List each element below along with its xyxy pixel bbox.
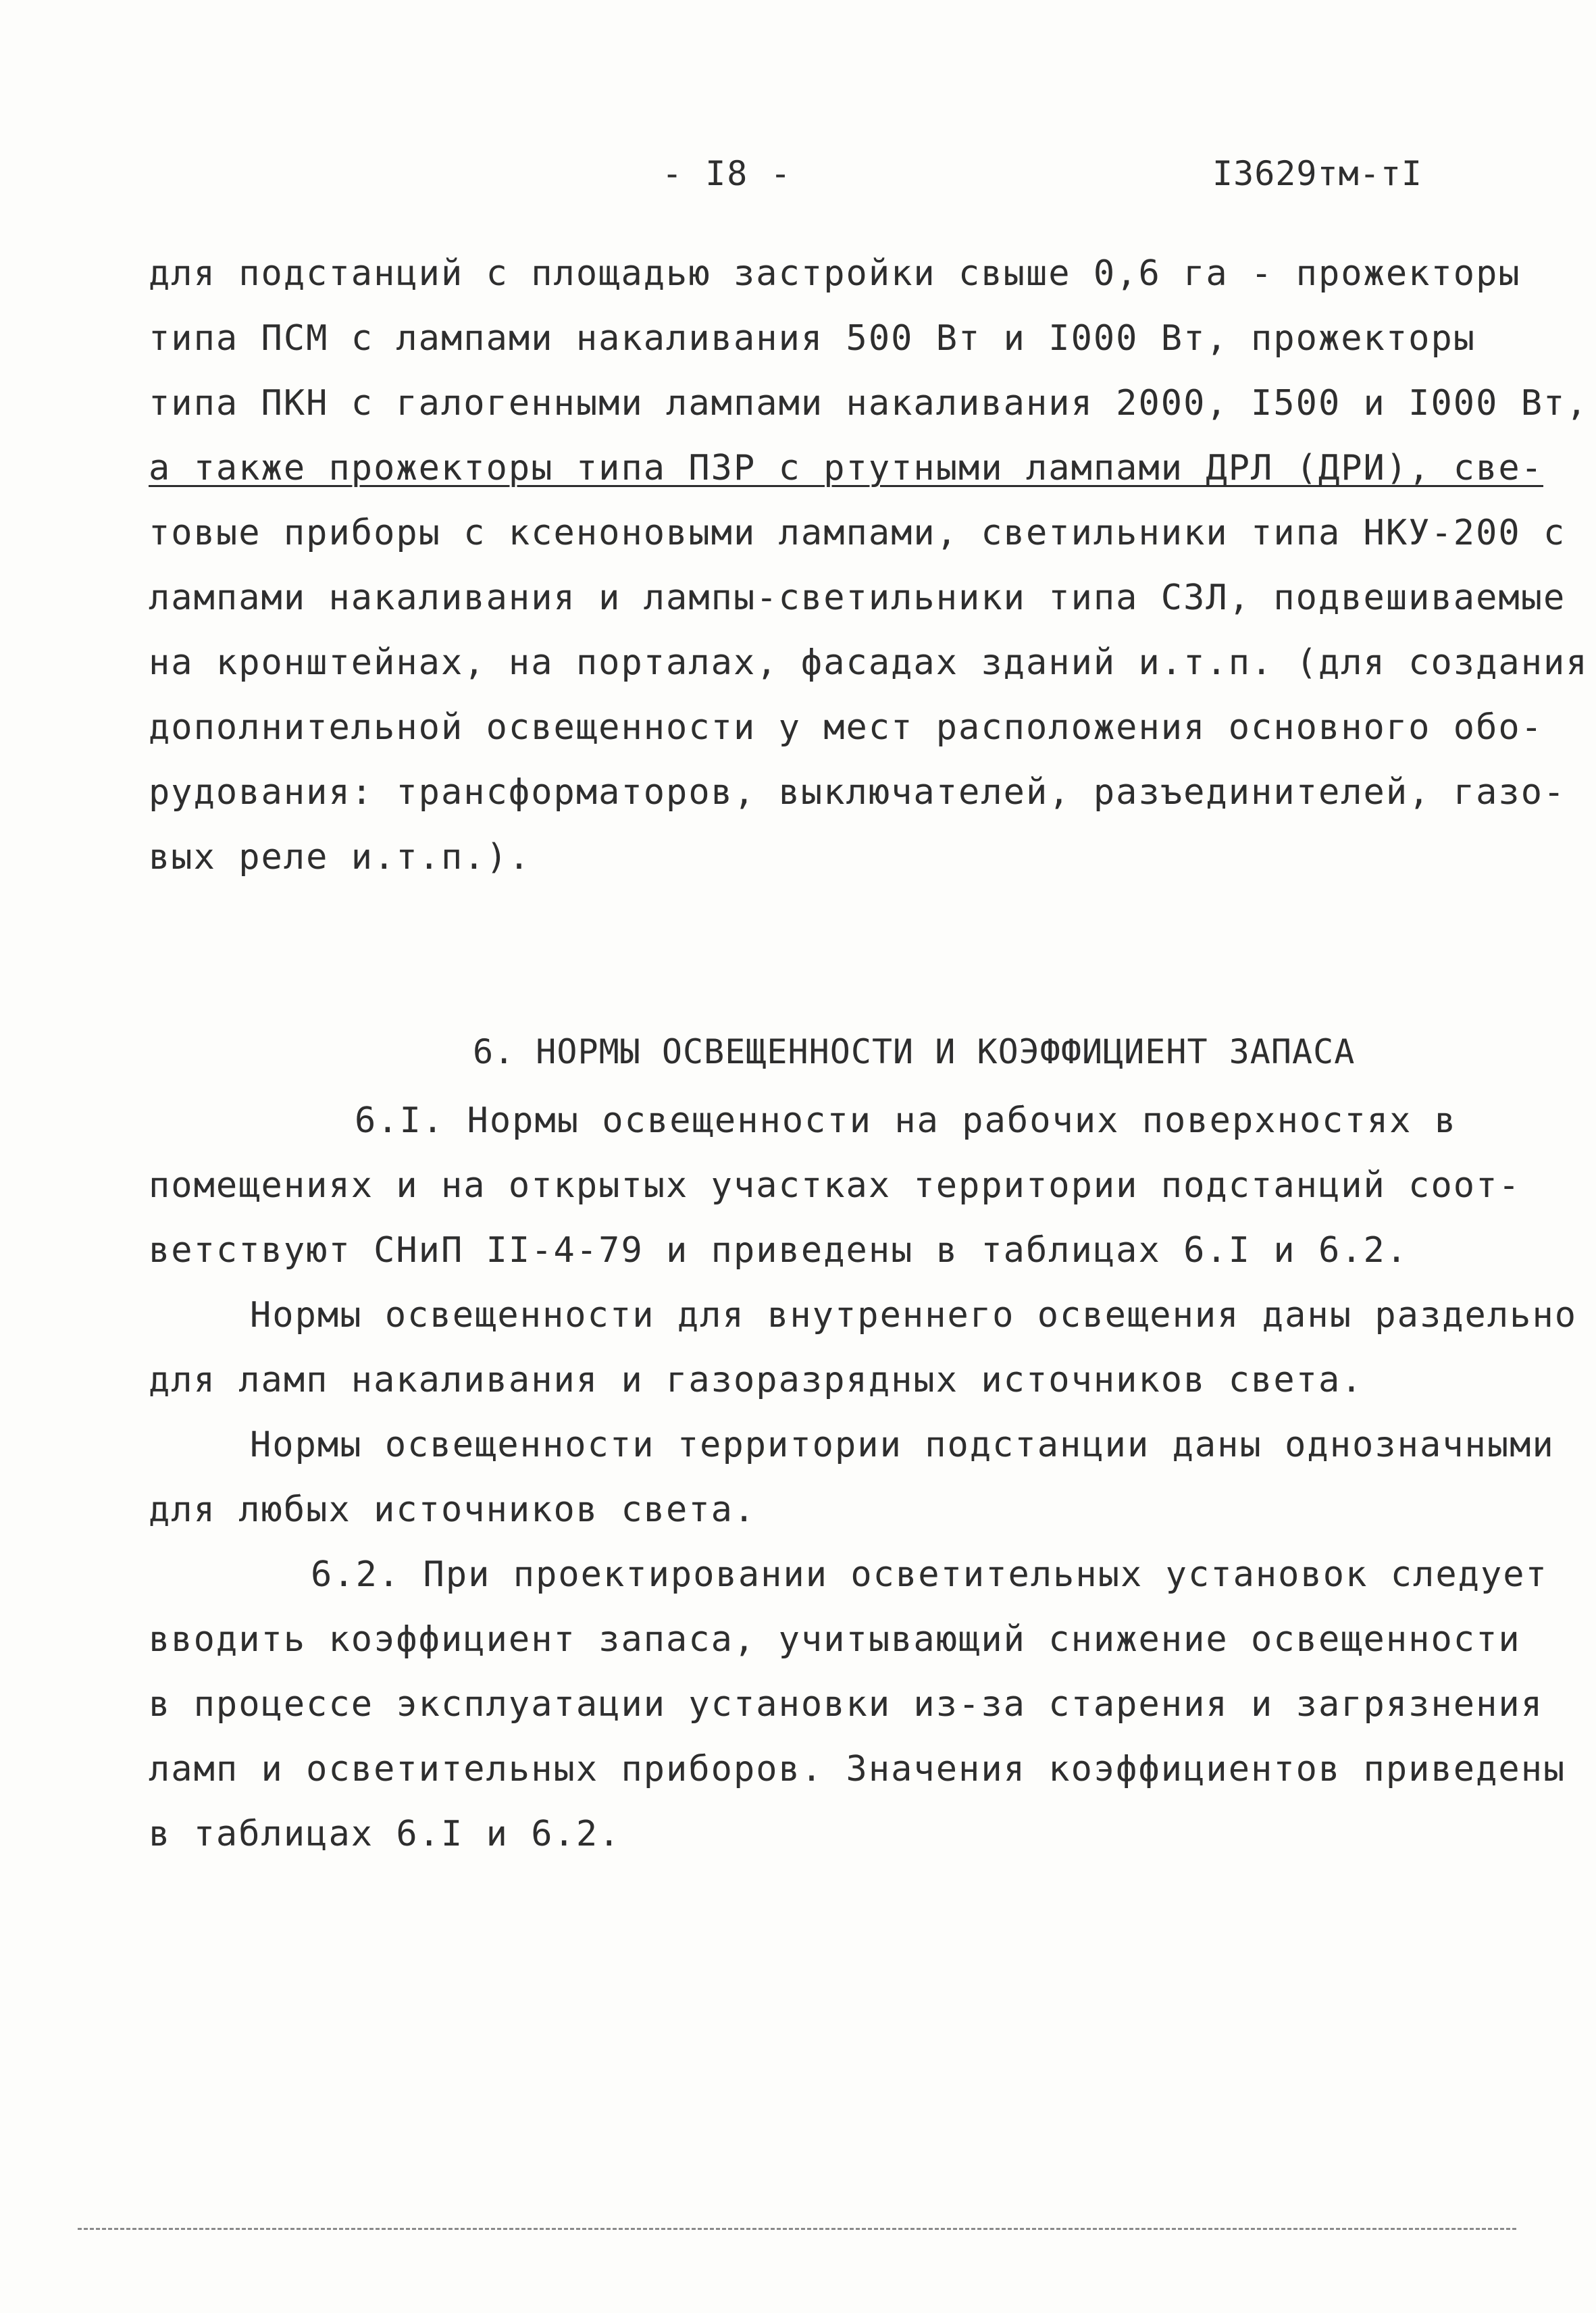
text-line: типа ПСМ с лампами накаливания 500 Вт и I000 Вт, прожекторы xyxy=(149,318,1476,359)
text-line: 6.I. Нормы освещенности на рабочих поверхностях в xyxy=(355,1100,1458,1141)
text-line: в процессе эксплуатации установки из-за старения и загрязнения xyxy=(149,1684,1544,1725)
text-line: лампами накаливания и лампы-светильники типа СЗЛ, подвешиваемые xyxy=(149,578,1566,618)
page-number: - I8 - xyxy=(662,154,792,193)
text-line: Нормы освещенности для внутреннего освещения даны раздельно xyxy=(250,1295,1578,1336)
text-line: на кронштейнах, на порталах, фасадах зданий и.т.п. (для создания xyxy=(149,642,1589,683)
document-code: I3629тм-тI xyxy=(1212,154,1423,193)
section-heading: 6. НОРМЫ ОСВЕЩЕННОСТИ И КОЭФФИЦИЕНТ ЗАПАСА xyxy=(473,1032,1356,1071)
text-line: для любых источников света. xyxy=(149,1490,756,1530)
text-line: 6.2. При проектировании осветительных установок следует xyxy=(311,1554,1548,1595)
text-line-underlined: а также прожекторы типа ПЗР с ртутными лампами ДРЛ (ДРИ), све- xyxy=(149,448,1544,488)
text-line: дополнительной освещенности у мест расположения основного обо- xyxy=(149,707,1544,748)
text-line: вводить коэффициент запаса, учитывающий снижение освещенности xyxy=(149,1619,1521,1660)
text-line: рудования: трансформаторов, выключателей, разъединителей, газо- xyxy=(149,772,1566,813)
text-line: для подстанций с площадью застройки свыше 0,6 га - прожекторы xyxy=(149,253,1521,294)
text-line: вых реле и.т.п.). xyxy=(149,837,532,878)
text-line: ветствуют СНиП II-4-79 и приведены в таблицах 6.I и 6.2. xyxy=(149,1230,1409,1271)
text-line: ламп и осветительных приборов. Значения коэффициентов приведены xyxy=(149,1749,1566,1789)
text-line: товые приборы с ксеноновыми лампами, светильники типа НКУ-200 с xyxy=(149,513,1566,553)
page-bottom-rule xyxy=(78,2228,1516,2230)
text-line: типа ПКН с галогенными лампами накаливания 2000, I500 и I000 Вт, xyxy=(149,383,1589,424)
text-line: в таблицах 6.I и 6.2. xyxy=(149,1814,621,1854)
text-line: помещениях и на открытых участках территории подстанций соот- xyxy=(149,1165,1521,1206)
text-line: Нормы освещенности территории подстанции даны однозначными xyxy=(250,1425,1555,1465)
text-line: для ламп накаливания и газоразрядных источников света. xyxy=(149,1360,1364,1400)
